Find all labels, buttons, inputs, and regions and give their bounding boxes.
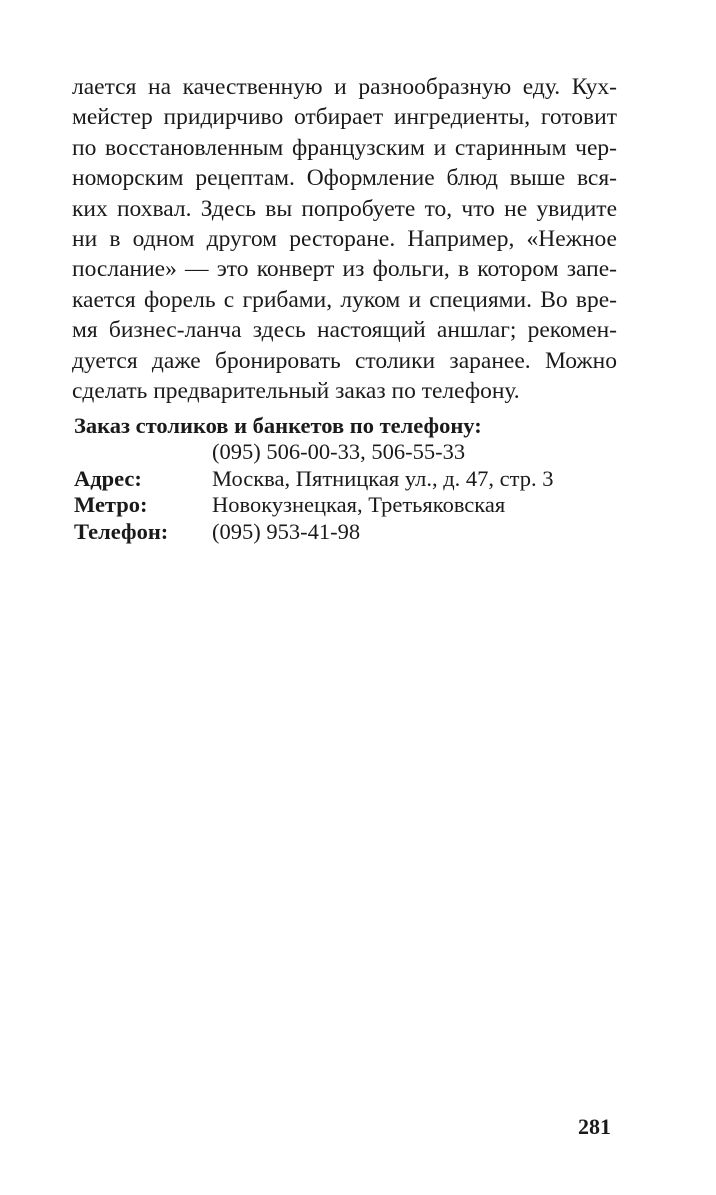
body-line: сделать предварительный заказ по телефону.: [72, 377, 520, 404]
metro-row: [74, 492, 634, 519]
body-paragraph: [72, 72, 617, 406]
body-line: послание» — это конверт из фольги, в котором запе-: [72, 256, 617, 283]
metro-value: Новокузнецкая, Третьяковская: [212, 492, 506, 517]
booking-phones: (095) 506-00-33, 506-55-33: [212, 439, 466, 464]
phone-row: [74, 519, 634, 546]
body-line: кается форель с грибами, луком и специями. Во вре-: [72, 286, 617, 313]
body-line: номорским рецептам. Оформление блюд выше вся-: [72, 165, 617, 192]
body-line: дуется даже бронировать столики заранее. Можно: [72, 347, 617, 374]
body-line: по восстановленным французским и старинным чер-: [72, 134, 617, 161]
body-line: ких похвал. Здесь вы попробуете то, что не увидите: [72, 195, 617, 222]
metro-label: Метро:: [74, 492, 148, 517]
body-line: ни в одном другом ресторане. Например, «Нежное: [72, 225, 617, 252]
address-label: Адрес:: [74, 465, 142, 491]
phone-label: Телефон:: [74, 518, 169, 544]
page-number: 281: [578, 1114, 611, 1139]
address-row: [74, 466, 634, 493]
address-value: Москва, Пятницкая ул., д. 47, стр. 3: [212, 465, 554, 491]
contact-info: [74, 413, 634, 545]
booking-heading: Заказ столиков и банкетов по телефону:: [74, 413, 482, 438]
body-line: мейстер придирчиво отбирает ингредиенты, готовит: [72, 104, 617, 131]
body-line: лается на качественную и разнообразную еду. Кух-: [72, 74, 617, 100]
booking-phones-row: [74, 439, 634, 466]
body-line: мя бизнес-ланча здесь настоящий аншлаг; рекомен-: [72, 317, 617, 344]
phone-value: (095) 953-41-98: [212, 518, 361, 544]
